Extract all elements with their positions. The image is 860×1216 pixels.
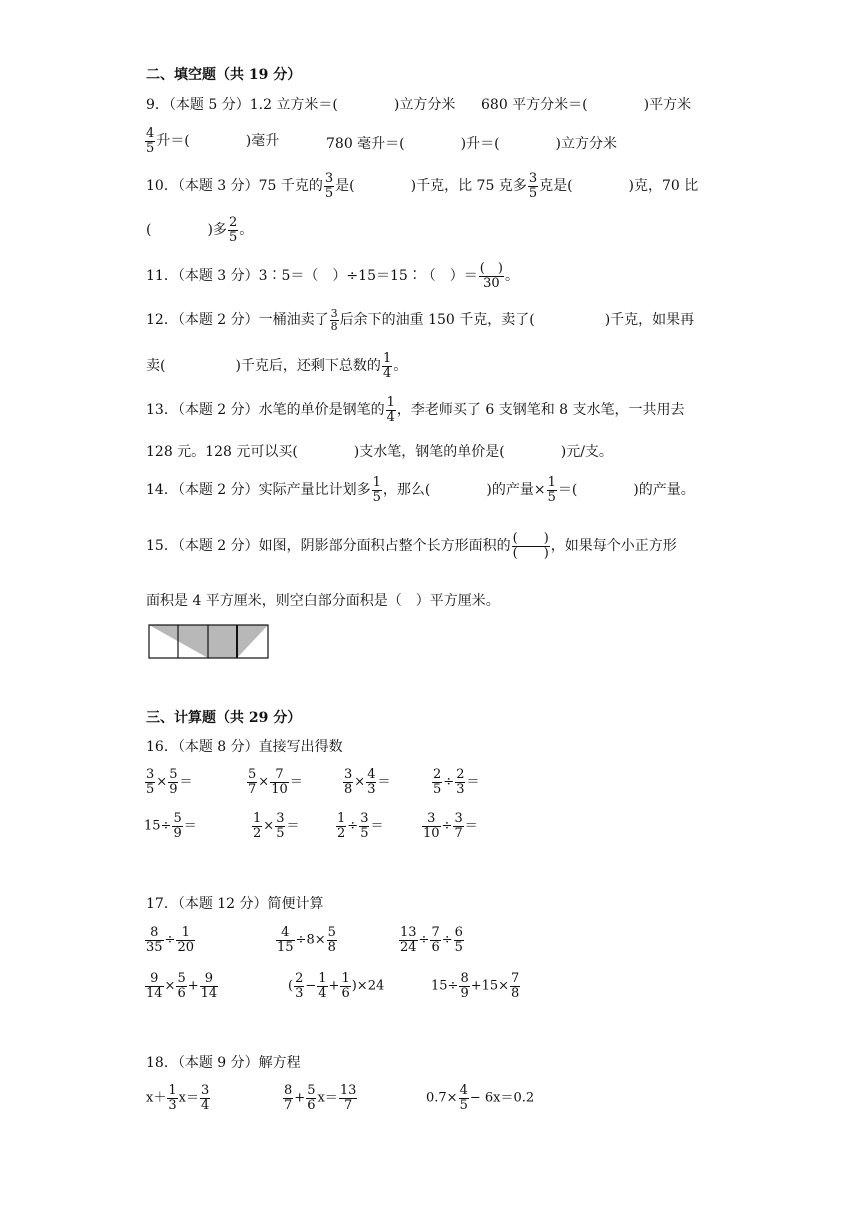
question-12-line2: 卖( )千克后，还剩下总数的 $\frac{1}{4}$ 。 — [146, 351, 408, 381]
equation-item: 0.7× $\frac{4}{5}$ − 6x＝0.2 — [426, 1083, 535, 1113]
calc-item: 15÷ $\frac{8}{9}$ +15× $\frac{7}{8}$ — [431, 971, 520, 1001]
question-12-line1: 12．（本题 2 分）一桶油卖了 $\frac{3}{8}$ 后余下的油重 150 千克，卖了( )千克，如果再 — [146, 307, 695, 333]
calc-item: $\frac{8}{35}$ ÷ $\frac{1}{20}$ — [146, 925, 194, 955]
fraction: $\frac{4}{5}$ — [146, 126, 155, 156]
calc-item: 15÷ $\frac{5}{9}$ ＝ — [144, 811, 197, 841]
question-10-line1: 10．（本题 3 分）75 千克的 $\frac{3}{5}$ 是( )千克，比 75 克多 $\frac{3}{5}$ 克是( )克，70 比 — [146, 171, 699, 201]
calc-item: $\frac{3}{10}$ ÷ $\frac{3}{7}$ ＝ — [423, 811, 478, 841]
question-16-title: 16．（本题 8 分）直接写出得数 — [146, 739, 343, 755]
question-15-line1: 15．（本题 2 分）如图，阴影部分面积占整个长方形面积的 $\frac{( )}{( )}$ ，如果每个小正方形 — [146, 531, 677, 561]
shaded-triangle-right — [237, 625, 268, 658]
fraction: $\frac{3}{5}$ — [324, 171, 334, 201]
calc-item: ( $\frac{2}{3}$ − $\frac{1}{4}$ + $\frac{1}{6}$ )×24 — [288, 971, 385, 1001]
calc-item: $\frac{4}{15}$ ÷8× $\frac{5}{8}$ — [277, 925, 336, 955]
fraction: $\frac{1}{4}$ — [386, 395, 395, 425]
question-15-line2: 面积是 4 平方厘米，则空白部分面积是（ ）平方厘米。 — [146, 593, 500, 609]
fraction: $\frac{1}{5}$ — [372, 475, 381, 505]
calc-item: $\frac{2}{5}$ ÷ $\frac{2}{3}$ ＝ — [433, 767, 480, 797]
calc-item: $\frac{1}{2}$ ÷ $\frac{3}{5}$ ＝ — [337, 811, 384, 841]
section-title-fill-in: 二、填空题（共 19 分） — [146, 67, 302, 83]
equation-item: $\frac{8}{7}$ + $\frac{5}{6}$ x＝ $\frac{13}{7}$ — [284, 1083, 357, 1113]
question-18-title: 18．（本题 9 分）解方程 — [146, 1055, 301, 1071]
fraction: $\frac{3}{8}$ — [330, 307, 338, 333]
question-14: 14．（本题 2 分）实际产量比计划多 $\frac{1}{5}$ ，那么( )的产量× $\frac{1}{5}$ ＝( )的产量。 — [146, 475, 695, 505]
fraction: $\frac{( )}{( )}$ — [512, 531, 549, 561]
fraction: $\frac{1}{5}$ — [547, 475, 556, 505]
question-13-line1: 13．（本题 2 分）水笔的单价是钢笔的 $\frac{1}{4}$ ，李老师买了 6 支钢笔和 8 支水笔，一共用去 — [146, 395, 685, 425]
calc-item: $\frac{3}{8}$ × $\frac{4}{3}$ ＝ — [344, 767, 391, 797]
calc-item: $\frac{3}{5}$ × $\frac{5}{9}$ ＝ — [146, 767, 193, 797]
question-9-line2: $\frac{4}{5}$ 升＝( )毫升 — [146, 126, 280, 156]
question-17-title: 17．（本题 12 分）简便计算 — [146, 896, 324, 912]
calc-item: $\frac{1}{2}$ × $\frac{3}{5}$ ＝ — [253, 811, 300, 841]
question-10-line2: ( )多 $\frac{2}{5}$ 。 — [146, 215, 254, 245]
fraction: $\frac{( )}{30}$ — [479, 261, 503, 291]
equation-item: x＋ $\frac{1}{3}$ x＝ $\frac{3}{4}$ — [146, 1083, 210, 1113]
question-9-line2b: 780 毫升＝( )升＝( )立方分米 — [326, 136, 618, 152]
question-9-line1a: 9．（本题 5 分）1.2 立方米＝( )立方分米 — [146, 97, 456, 113]
calc-item: $\frac{5}{7}$ × $\frac{7}{10}$ ＝ — [248, 767, 303, 797]
calc-item: $\frac{13}{24}$ ÷ $\frac{7}{6}$ ÷ $\frac{6}{5}$ — [400, 925, 463, 955]
shaded-square — [208, 625, 237, 658]
question-13-line2: 128 元。128 元可以买( )支水笔，钢笔的单价是( )元/支。 — [146, 444, 613, 460]
question-11: 11．（本题 3 分）3∶5＝（ ）÷15＝15∶（ ）＝ $\frac{( )}{30}$ 。 — [146, 261, 519, 291]
fraction: $\frac{3}{5}$ — [528, 171, 538, 201]
calc-item: $\frac{9}{14}$ × $\frac{5}{6}$ + $\frac{9}{14}$ — [146, 971, 218, 1001]
rectangle-figure — [148, 624, 270, 660]
fraction: $\frac{1}{4}$ — [382, 351, 392, 381]
question-9-line1b: 680 平方分米＝( )平方米 — [481, 97, 692, 113]
fraction: $\frac{2}{5}$ — [228, 215, 238, 245]
section-title-calculation: 三、计算题（共 29 分） — [146, 710, 302, 726]
